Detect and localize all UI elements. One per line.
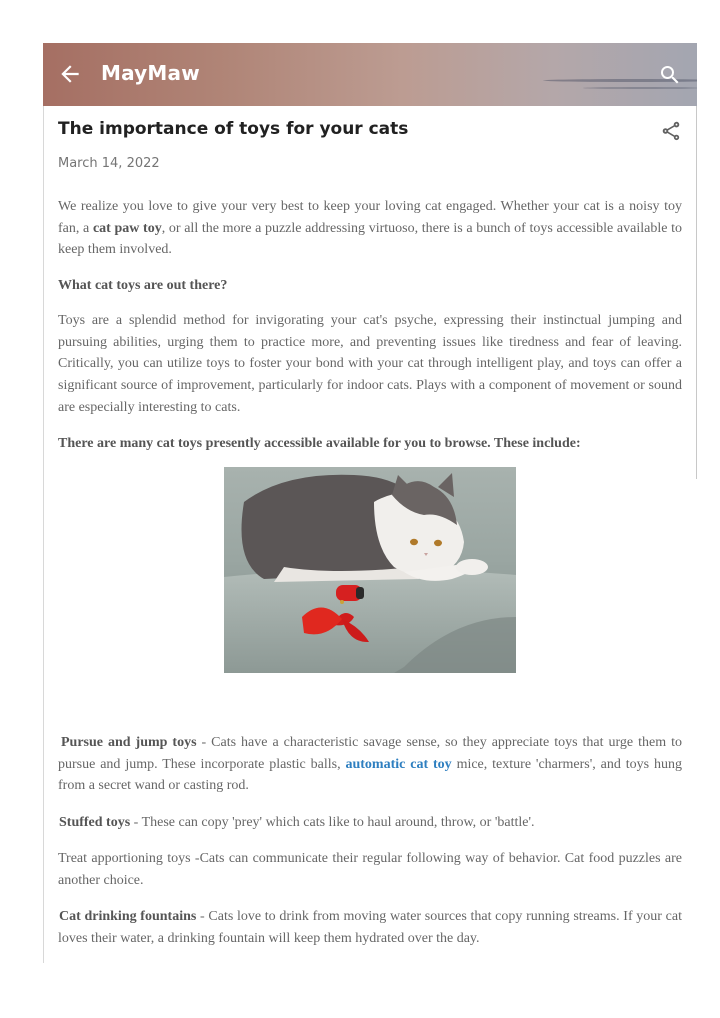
search-icon	[658, 63, 682, 87]
post-title: The importance of toys for your cats	[58, 119, 409, 139]
fountain-heading: Cat drinking fountains	[59, 909, 197, 924]
app-header	[43, 43, 697, 106]
stuffed-text: - These can copy 'prey' which cats like to haul around, throw, or 'battle'.	[130, 815, 535, 830]
intro-text: We realize you love to give your very best to keep your loving cat engaged. Whether your cat is a noisy toy fan, a	[58, 199, 682, 236]
section-heading	[58, 433, 682, 455]
header-background-streak	[583, 87, 697, 89]
card-border	[696, 43, 697, 479]
intro-text: , or all the more a puzzle addressing virtuoso, there is a bunch of toys accessible available to keep them involved.	[58, 220, 683, 258]
pursue-text: mice, texture 'charmers', and toys hung from a secret wand or casting rod.	[58, 756, 682, 794]
post-image	[224, 467, 516, 673]
share-icon	[660, 120, 682, 142]
stuffed-heading: Stuffed toys	[59, 815, 131, 830]
body-paragraph: Toys are a splendid method for invigorating your cat's psyche, expressing their instinctual jumping and pursuing abilities, urging them to practice more, and preventing issues like tiredness and fear of leaving. Critically, you can utilize toys to foster your bond with your cat through intelligent play, and toys can offer a significant source of improvement, particularly for indoor cats. Plays with a component of movement or sound are especially interesting to cats.	[58, 313, 682, 415]
post-date: March 14, 2022	[58, 156, 160, 171]
blog-brand-title[interactable]: MayMaw	[101, 61, 200, 85]
fountain-paragraph	[58, 906, 682, 949]
cat-paw-toy-link[interactable]: cat paw toy	[92, 220, 162, 236]
cat-photo	[224, 467, 516, 673]
stuffed-paragraph	[58, 812, 682, 834]
arrow-left-icon	[57, 61, 83, 87]
search-button[interactable]	[658, 63, 682, 87]
section-heading	[58, 275, 682, 297]
fountain-text: - Cats love to drink from moving water sources that copy running streams. If your cat loves their water, a drinking fountain will keep them hydrated over the day.	[58, 909, 682, 946]
pursue-text: - Cats have a characteristic savage sense, so they appreciate toys that urge them to pursue and jump. These incorporate plastic balls,	[58, 735, 682, 772]
back-button[interactable]	[57, 61, 83, 87]
pursue-heading: Pursue and jump toys	[61, 735, 197, 750]
heading-text: What cat toys are out there?	[58, 278, 228, 293]
share-button[interactable]	[660, 120, 682, 142]
automatic-cat-toy-link[interactable]: automatic cat toy	[345, 756, 452, 772]
treat-paragraph: Treat apportioning toys -Cats can communicate their regular following way of behavior. Cat food puzzles are another choice.	[58, 851, 682, 888]
heading-text: There are many cat toys presently accessible available for you to browse. These include:	[58, 436, 581, 451]
intro-paragraph	[58, 196, 682, 261]
pursue-paragraph	[58, 732, 682, 797]
